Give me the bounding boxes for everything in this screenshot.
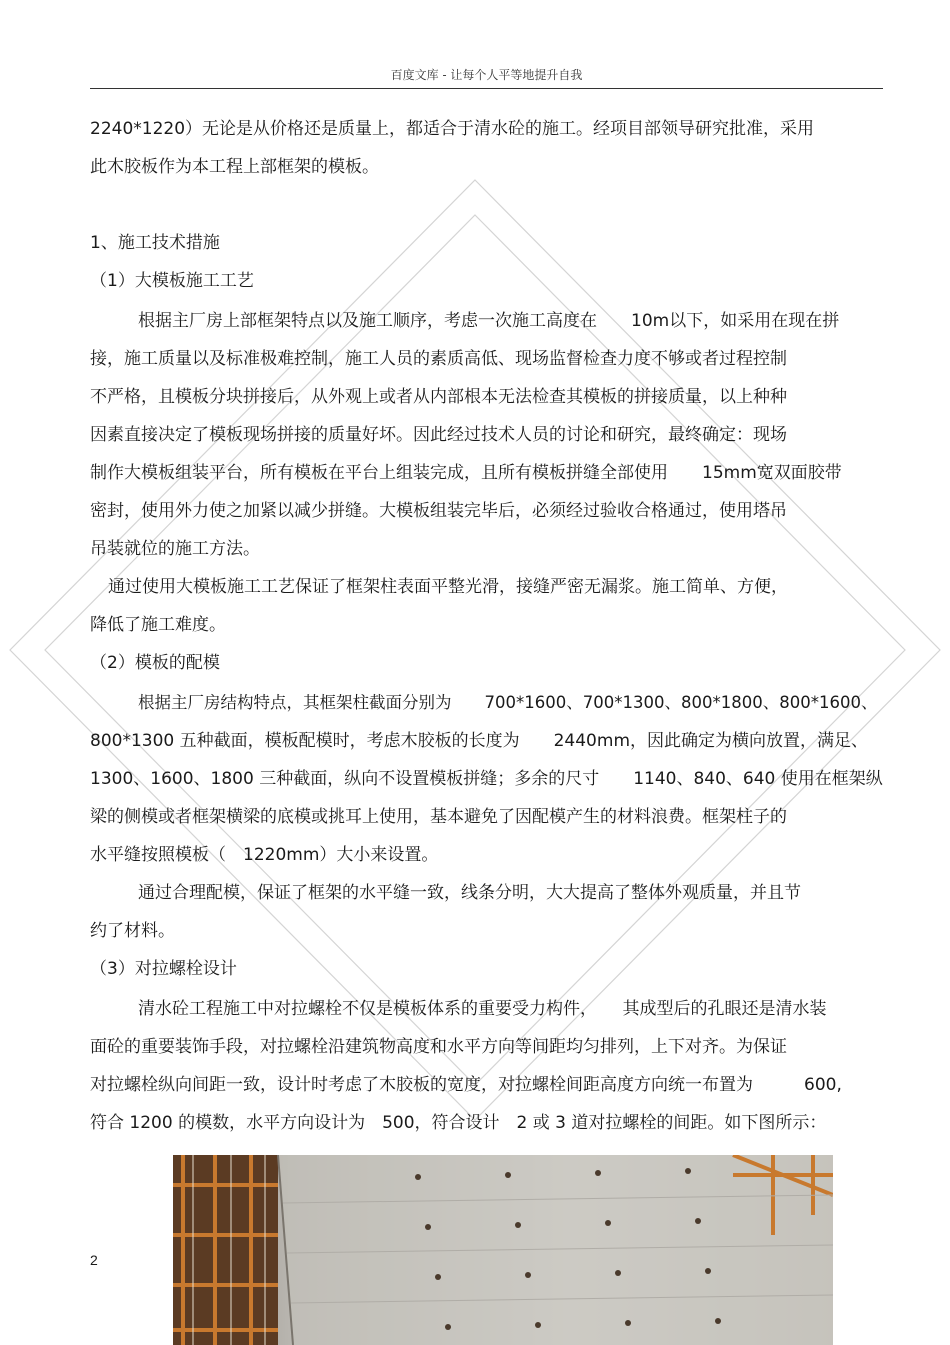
body-line: 此木胶板作为本工程上部框架的模板。 [90,157,379,177]
page-number: 2 [90,1252,98,1268]
body-line: 密封，使用外力使之加紧以减少拼缝。大模板组装完毕后，必须经过验收合格通过，使用塔吊 [90,501,787,521]
construction-photo [173,1155,833,1345]
body-line: 1、施工技术措施 [90,233,220,253]
body-line: 对拉螺栓纵向间距一致，设计时考虑了木胶板的宽度，对拉螺栓间距高度方向统一布置为 600, [90,1075,842,1095]
body-line: 吊装就位的施工方法。 [90,539,260,559]
body-line: 水平缝按照模板（ 1220mm）大小来设置。 [90,845,439,865]
body-line: 清水砼工程施工中对拉螺栓不仅是模板体系的重要受力构件， 其成型后的孔眼还是清水装 [138,999,827,1019]
body-line: 1300、1600、1800 三种截面，纵向不设置模板拼缝；多余的尺寸 1140、840、640 使用在框架纵 [90,769,883,789]
body-line: （2）模板的配模 [90,653,220,673]
body-line: 2240*1220）无论是从价格还是质量上，都适合于清水砼的施工。经项目部领导研究批准，采用 [90,119,815,139]
body-line: 约了材料。 [90,921,175,941]
body-line: 符合 1200 的模数，水平方向设计为 500，符合设计 2 或 3 道对拉螺栓的间距。如下图所示： [90,1113,827,1133]
body-line: 不严格，且模板分块拼接后，从外观上或者从内部根本无法检查其模板的拼接质量，以上种种 [90,387,787,407]
body-line: 面砼的重要装饰手段，对拉螺栓沿建筑物高度和水平方向等间距均匀排列，上下对齐。为保证 [90,1037,787,1057]
body-line: 梁的侧模或者框架横梁的底模或挑耳上使用，基本避免了因配模产生的材料浪费。框架柱子的 [90,807,787,827]
body-line: 800*1300 五种截面，模板配模时，考虑木胶板的长度为 2440mm，因此确定为横向放置，满足、 [90,731,868,751]
body-line: 通过合理配模，保证了框架的水平缝一致，线条分明，大大提高了整体外观质量，并且节 [138,883,801,903]
body-line: 因素直接决定了模板现场拼接的质量好坏。因此经过技术人员的讨论和研究，最终确定：现场 [90,425,787,445]
body-line: 制作大模板组装平台，所有模板在平台上组装完成，且所有模板拼缝全部使用 15mm宽双面胶带 [90,463,842,483]
body-line: 通过使用大模板施工工艺保证了框架柱表面平整光滑，接缝严密无漏浆。施工简单、方便， [108,577,788,597]
body-line: （1）大模板施工工艺 [90,271,254,291]
body-line: 降低了施工难度。 [90,615,226,635]
body-line: 根据主厂房上部框架特点以及施工顺序，考虑一次施工高度在 10m以下，如采用在现在拼 [138,311,840,331]
page-header: 百度文库 - 让每个人平等地提升自我 [90,62,883,89]
body-line: （3）对拉螺栓设计 [90,959,237,979]
body-line: 根据主厂房结构特点，其框架柱截面分别为 700*1600、700*1300、800*1800、800*1600、 [138,693,878,712]
body-line: 接，施工质量以及标准极难控制，施工人员的素质高低、现场监督检查力度不够或者过程控制 [90,349,787,369]
